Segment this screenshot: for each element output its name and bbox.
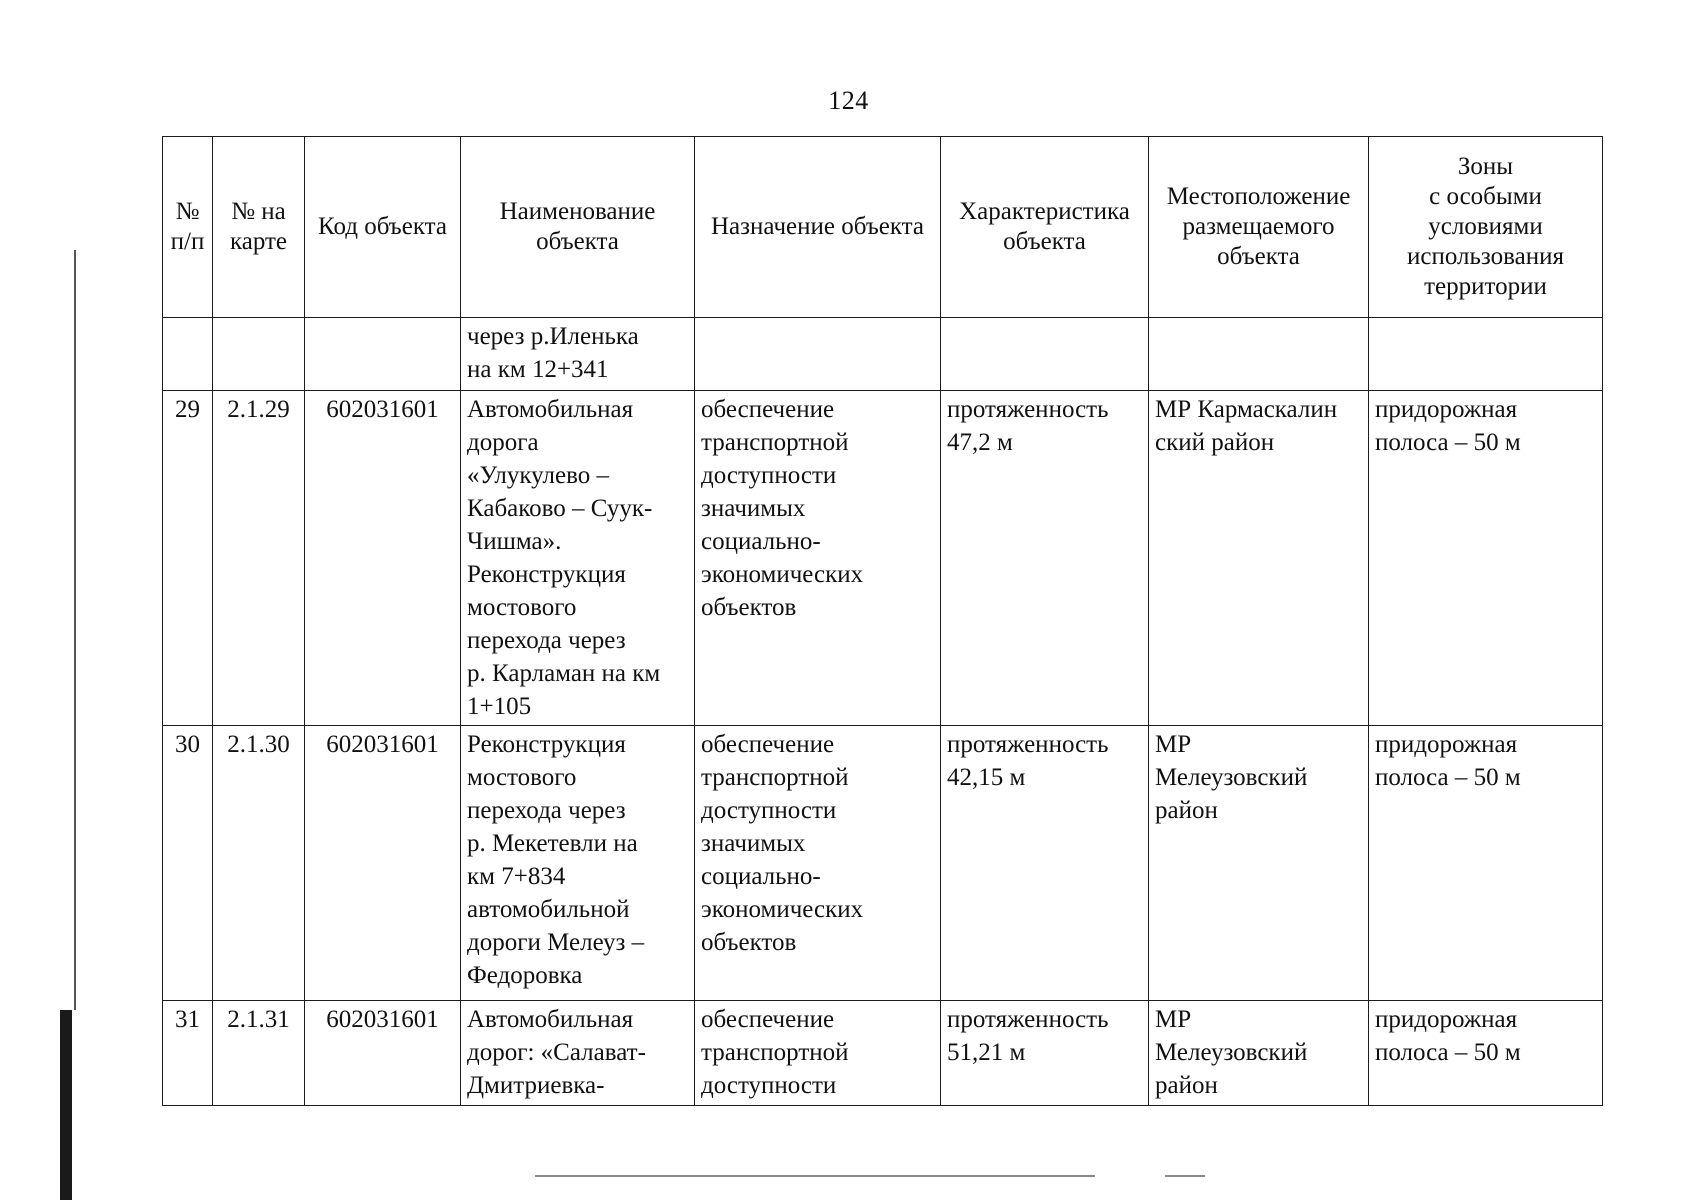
cell-row-number: 30 (163, 726, 213, 1001)
cell-map-number: 2.1.29 (213, 391, 305, 726)
header-row-number: № п/п (163, 137, 213, 318)
objects-table-container (162, 136, 1602, 1106)
cell-object-purpose: обеспечение транспортной доступности значимых социально- экономических объектов (695, 391, 941, 726)
header-object-purpose: Назначение объекта (695, 137, 941, 318)
cell-map-number: 2.1.30 (213, 726, 305, 1001)
scan-bottom-line (535, 1175, 1095, 1177)
cell-object-name: Автомобильная дорога «Улукулево – Кабаково – Суук- Чишма». Реконструкция мостового перехода через р. Карламан на км 1+105 (461, 391, 695, 726)
cell-object-name: Автомобильная дорог: «Салават- Дмитриевка- (461, 1001, 695, 1106)
cell-object-characteristic (941, 318, 1149, 391)
header-object-characteristic: Характеристика объекта (941, 137, 1149, 318)
table-header-row (163, 137, 1603, 318)
table-row (163, 726, 1603, 1001)
cell-object-characteristic: протяженность 47,2 м (941, 391, 1149, 726)
cell-special-zones: придорожная полоса – 50 м (1369, 726, 1603, 1001)
cell-special-zones: придорожная полоса – 50 м (1369, 391, 1603, 726)
cell-row-number: 29 (163, 391, 213, 726)
cell-object-code: 602031601 (305, 391, 461, 726)
cell-row-number: 31 (163, 1001, 213, 1106)
scan-bottom-dash (1165, 1175, 1205, 1177)
cell-object-location: МР Кармаскалин ский район (1149, 391, 1369, 726)
scan-margin-line (74, 250, 76, 1010)
table-row (163, 391, 1603, 726)
cell-row-number (163, 318, 213, 391)
table-row (163, 1001, 1603, 1106)
cell-object-code: 602031601 (305, 726, 461, 1001)
table-row (163, 318, 1603, 391)
cell-object-location (1149, 318, 1369, 391)
page-number: 124 (828, 86, 869, 115)
cell-map-number (213, 318, 305, 391)
cell-object-purpose: обеспечение транспортной доступности значимых социально- экономических объектов (695, 726, 941, 1001)
header-object-location: Местоположение размещаемого объекта (1149, 137, 1369, 318)
cell-object-code: 602031601 (305, 1001, 461, 1106)
cell-object-code (305, 318, 461, 391)
header-object-code: Код объекта (305, 137, 461, 318)
objects-table (162, 136, 1603, 1106)
header-map-number: № на карте (213, 137, 305, 318)
cell-object-purpose (695, 318, 941, 391)
cell-object-location: МР Мелеузовский район (1149, 726, 1369, 1001)
cell-map-number: 2.1.31 (213, 1001, 305, 1106)
cell-object-name: Реконструкция мостового перехода через р. Мекетевли на км 7+834 автомобильной дороги Мелеуз – Федоровка (461, 726, 695, 1001)
cell-special-zones (1369, 318, 1603, 391)
scan-margin-shadow (60, 1010, 72, 1200)
cell-special-zones: придорожная полоса – 50 м (1369, 1001, 1603, 1106)
cell-object-characteristic: протяженность 51,21 м (941, 1001, 1149, 1106)
cell-object-location: МР Мелеузовский район (1149, 1001, 1369, 1106)
cell-object-purpose: обеспечение транспортной доступности (695, 1001, 941, 1106)
cell-object-characteristic: протяженность 42,15 м (941, 726, 1149, 1001)
header-special-zones: Зоны с особыми условиями использования территории (1369, 137, 1603, 318)
cell-object-name: через р.Иленька на км 12+341 (461, 318, 695, 391)
header-object-name: Наименование объекта (461, 137, 695, 318)
